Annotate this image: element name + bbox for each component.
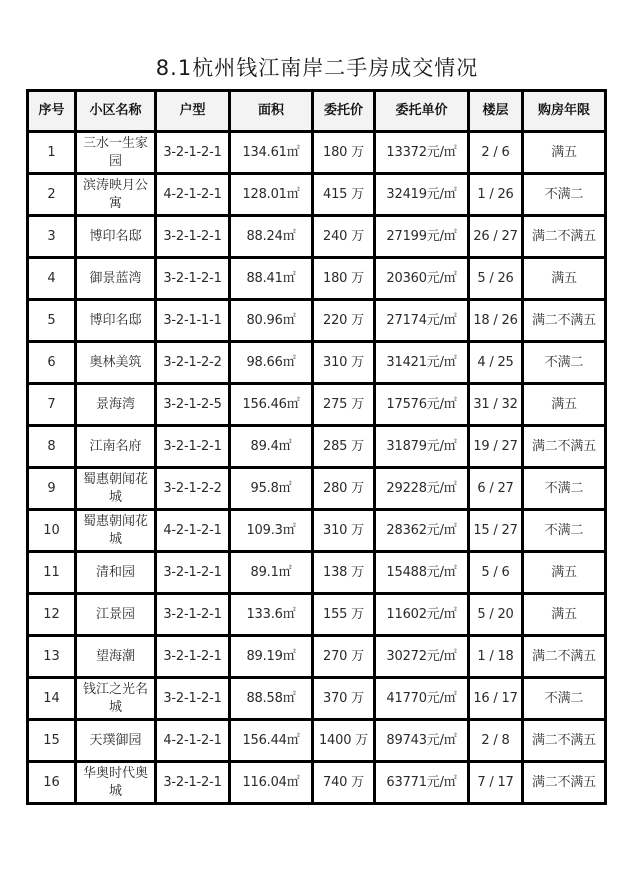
cell-floor: 5 / 26 [469, 258, 523, 300]
cell-community-name: 清和园 [76, 552, 156, 594]
table-row [28, 132, 606, 174]
cell-layout: 3-2-1-2-1 [156, 552, 230, 594]
cell-floor: 31 / 32 [469, 384, 523, 426]
page-title: 8.1杭州钱江南岸二手房成交情况 [155, 56, 479, 80]
cell-ownership-period: 不满二 [523, 510, 606, 552]
header-layout: 户型 [156, 91, 230, 132]
cell-community-name: 钱江之光名城 [76, 678, 156, 720]
cell-no: 1 [28, 132, 76, 174]
header-no: 序号 [28, 91, 76, 132]
cell-community-name: 博印名邸 [76, 300, 156, 342]
cell-ownership-period: 满五 [523, 258, 606, 300]
table-row [28, 384, 606, 426]
cell-unit-price: 27199元/㎡ [375, 216, 469, 258]
cell-floor: 1 / 26 [469, 174, 523, 216]
cell-listing-price: 240 万 [313, 216, 375, 258]
table-row [28, 636, 606, 678]
cell-layout: 3-2-1-2-1 [156, 594, 230, 636]
cell-unit-price: 30272元/㎡ [375, 636, 469, 678]
cell-layout: 3-2-1-2-2 [156, 468, 230, 510]
cell-area: 88.58㎡ [230, 678, 313, 720]
cell-community-name: 御景蓝湾 [76, 258, 156, 300]
cell-layout: 4-2-1-2-1 [156, 174, 230, 216]
cell-listing-price: 370 万 [313, 678, 375, 720]
cell-listing-price: 180 万 [313, 132, 375, 174]
cell-no: 9 [28, 468, 76, 510]
cell-unit-price: 89743元/㎡ [375, 720, 469, 762]
cell-no: 11 [28, 552, 76, 594]
cell-layout: 4-2-1-2-1 [156, 720, 230, 762]
cell-layout: 3-2-1-1-1 [156, 300, 230, 342]
cell-layout: 3-2-1-2-1 [156, 636, 230, 678]
cell-community-name: 滨涛映月公寓 [76, 174, 156, 216]
header-community-name: 小区名称 [76, 91, 156, 132]
cell-floor: 2 / 8 [469, 720, 523, 762]
header-listing-price: 委托价 [313, 91, 375, 132]
cell-floor: 2 / 6 [469, 132, 523, 174]
cell-ownership-period: 满二不满五 [523, 762, 606, 804]
cell-community-name: 景海湾 [76, 384, 156, 426]
cell-layout: 3-2-1-2-1 [156, 678, 230, 720]
table-row [28, 678, 606, 720]
cell-floor: 26 / 27 [469, 216, 523, 258]
cell-listing-price: 415 万 [313, 174, 375, 216]
cell-community-name: 江南名府 [76, 426, 156, 468]
cell-listing-price: 138 万 [313, 552, 375, 594]
table-row [28, 594, 606, 636]
cell-community-name: 天璞御园 [76, 720, 156, 762]
cell-unit-price: 41770元/㎡ [375, 678, 469, 720]
table-row [28, 300, 606, 342]
cell-no: 3 [28, 216, 76, 258]
cell-layout: 4-2-1-2-1 [156, 510, 230, 552]
cell-community-name: 华奥时代奥城 [76, 762, 156, 804]
cell-area: 133.6㎡ [230, 594, 313, 636]
cell-listing-price: 1400 万 [313, 720, 375, 762]
cell-ownership-period: 不满二 [523, 468, 606, 510]
cell-ownership-period: 满二不满五 [523, 300, 606, 342]
cell-unit-price: 15488元/㎡ [375, 552, 469, 594]
cell-community-name: 三水一生家园 [76, 132, 156, 174]
cell-area: 89.19㎡ [230, 636, 313, 678]
table-row [28, 258, 606, 300]
cell-floor: 15 / 27 [469, 510, 523, 552]
header-unit-price: 委托单价 [375, 91, 469, 132]
cell-area: 156.46㎡ [230, 384, 313, 426]
cell-unit-price: 11602元/㎡ [375, 594, 469, 636]
table-row [28, 720, 606, 762]
cell-area: 89.1㎡ [230, 552, 313, 594]
cell-layout: 3-2-1-2-1 [156, 216, 230, 258]
cell-listing-price: 310 万 [313, 342, 375, 384]
cell-ownership-period: 满五 [523, 594, 606, 636]
cell-layout: 3-2-1-2-2 [156, 342, 230, 384]
cell-no: 6 [28, 342, 76, 384]
cell-ownership-period: 满二不满五 [523, 720, 606, 762]
cell-listing-price: 275 万 [313, 384, 375, 426]
cell-area: 89.4㎡ [230, 426, 313, 468]
cell-unit-price: 20360元/㎡ [375, 258, 469, 300]
cell-ownership-period: 满五 [523, 132, 606, 174]
table-body [28, 132, 606, 804]
cell-floor: 6 / 27 [469, 468, 523, 510]
table-row [28, 426, 606, 468]
table-row [28, 216, 606, 258]
cell-area: 95.8㎡ [230, 468, 313, 510]
cell-no: 13 [28, 636, 76, 678]
table-row [28, 762, 606, 804]
cell-no: 2 [28, 174, 76, 216]
cell-area: 128.01㎡ [230, 174, 313, 216]
cell-unit-price: 31879元/㎡ [375, 426, 469, 468]
cell-listing-price: 270 万 [313, 636, 375, 678]
cell-listing-price: 740 万 [313, 762, 375, 804]
cell-unit-price: 31421元/㎡ [375, 342, 469, 384]
cell-ownership-period: 满二不满五 [523, 426, 606, 468]
cell-area: 88.41㎡ [230, 258, 313, 300]
cell-floor: 1 / 18 [469, 636, 523, 678]
cell-floor: 5 / 20 [469, 594, 523, 636]
cell-no: 16 [28, 762, 76, 804]
cell-ownership-period: 满二不满五 [523, 216, 606, 258]
cell-area: 134.61㎡ [230, 132, 313, 174]
table-row [28, 468, 606, 510]
cell-floor: 16 / 17 [469, 678, 523, 720]
cell-floor: 5 / 6 [469, 552, 523, 594]
cell-listing-price: 155 万 [313, 594, 375, 636]
table-header-row [28, 91, 606, 132]
cell-floor: 18 / 26 [469, 300, 523, 342]
table-row [28, 552, 606, 594]
cell-unit-price: 28362元/㎡ [375, 510, 469, 552]
cell-listing-price: 180 万 [313, 258, 375, 300]
cell-unit-price: 63771元/㎡ [375, 762, 469, 804]
cell-community-name: 奥林美筑 [76, 342, 156, 384]
cell-unit-price: 27174元/㎡ [375, 300, 469, 342]
cell-ownership-period: 满五 [523, 552, 606, 594]
cell-unit-price: 13372元/㎡ [375, 132, 469, 174]
cell-no: 7 [28, 384, 76, 426]
cell-community-name: 江景园 [76, 594, 156, 636]
table-row [28, 342, 606, 384]
cell-community-name: 蜀惠朝闻花城 [76, 510, 156, 552]
cell-no: 4 [28, 258, 76, 300]
cell-community-name: 望海潮 [76, 636, 156, 678]
cell-community-name: 蜀惠朝闻花城 [76, 468, 156, 510]
cell-unit-price: 17576元/㎡ [375, 384, 469, 426]
table-row [28, 510, 606, 552]
cell-no: 14 [28, 678, 76, 720]
cell-area: 98.66㎡ [230, 342, 313, 384]
cell-layout: 3-2-1-2-5 [156, 384, 230, 426]
cell-floor: 7 / 17 [469, 762, 523, 804]
header-floor: 楼层 [469, 91, 523, 132]
cell-layout: 3-2-1-2-1 [156, 258, 230, 300]
cell-area: 80.96㎡ [230, 300, 313, 342]
cell-layout: 3-2-1-2-1 [156, 426, 230, 468]
cell-unit-price: 32419元/㎡ [375, 174, 469, 216]
cell-ownership-period: 不满二 [523, 342, 606, 384]
cell-unit-price: 29228元/㎡ [375, 468, 469, 510]
cell-area: 116.04㎡ [230, 762, 313, 804]
transaction-table [26, 89, 607, 805]
cell-listing-price: 285 万 [313, 426, 375, 468]
cell-no: 5 [28, 300, 76, 342]
cell-area: 109.3㎡ [230, 510, 313, 552]
cell-ownership-period: 不满二 [523, 678, 606, 720]
cell-layout: 3-2-1-2-1 [156, 762, 230, 804]
table-row [28, 174, 606, 216]
cell-listing-price: 220 万 [313, 300, 375, 342]
cell-ownership-period: 不满二 [523, 174, 606, 216]
header-ownership-period: 购房年限 [523, 91, 606, 132]
cell-layout: 3-2-1-2-1 [156, 132, 230, 174]
header-area: 面积 [230, 91, 313, 132]
cell-no: 12 [28, 594, 76, 636]
cell-listing-price: 310 万 [313, 510, 375, 552]
cell-ownership-period: 满二不满五 [523, 636, 606, 678]
cell-area: 88.24㎡ [230, 216, 313, 258]
cell-no: 8 [28, 426, 76, 468]
cell-ownership-period: 满五 [523, 384, 606, 426]
cell-community-name: 博印名邸 [76, 216, 156, 258]
cell-floor: 4 / 25 [469, 342, 523, 384]
cell-no: 15 [28, 720, 76, 762]
cell-listing-price: 280 万 [313, 468, 375, 510]
cell-floor: 19 / 27 [469, 426, 523, 468]
cell-area: 156.44㎡ [230, 720, 313, 762]
cell-no: 10 [28, 510, 76, 552]
